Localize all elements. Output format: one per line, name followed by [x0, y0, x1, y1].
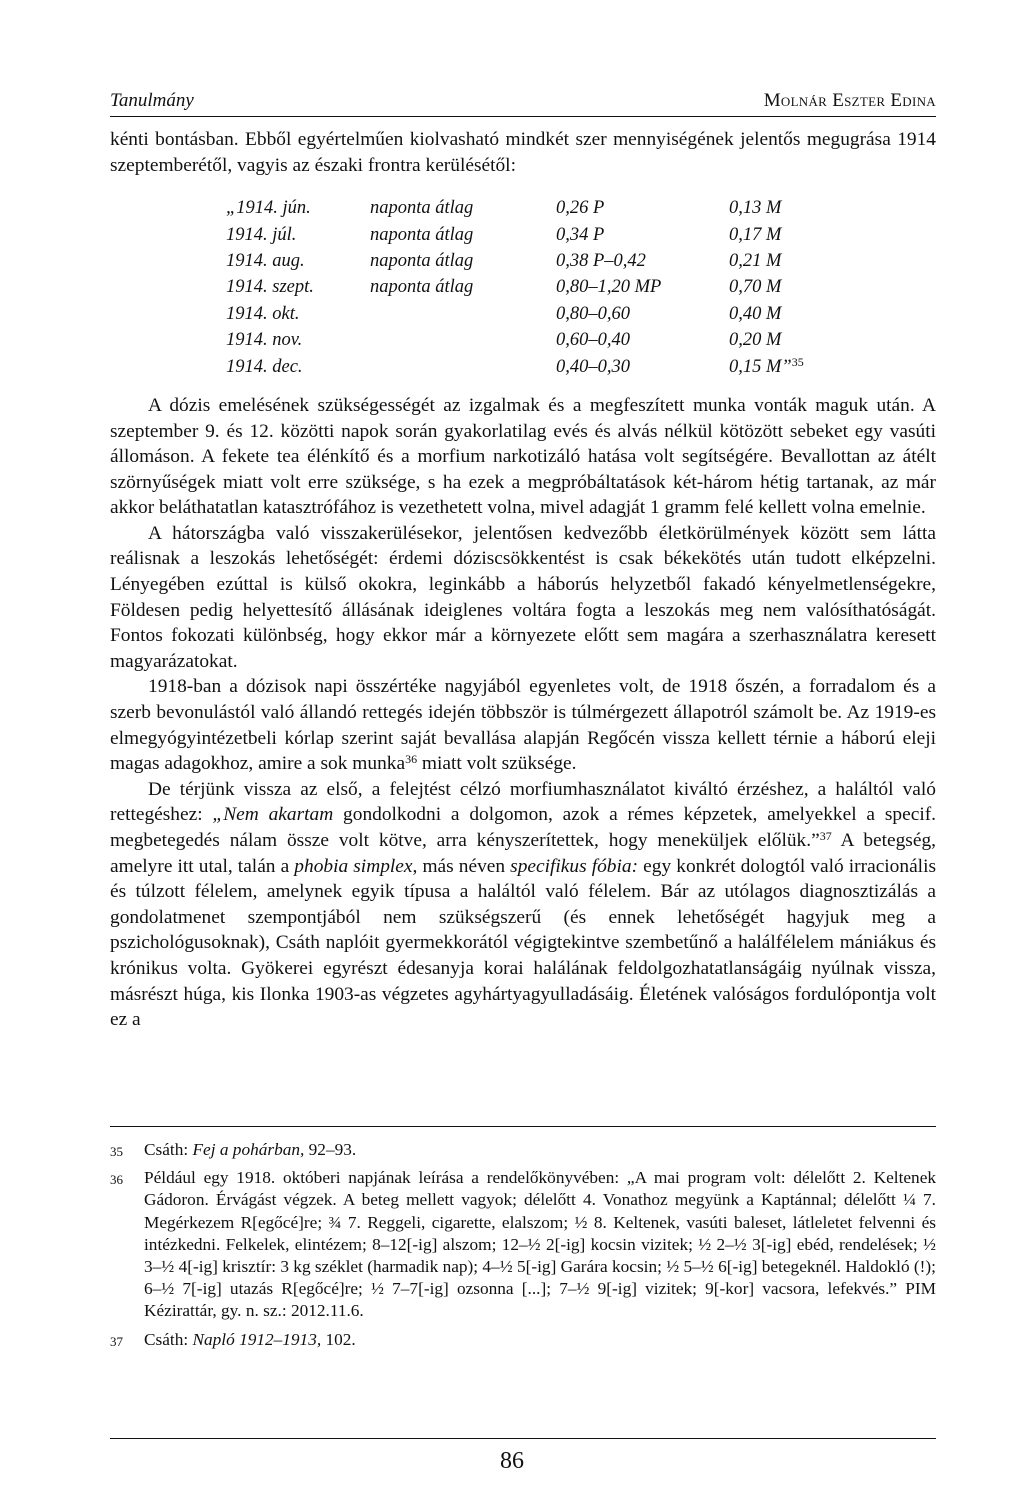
dose-table-cell-month: 1914. aug.: [226, 250, 305, 271]
text-run: 1918-ban a dózisok napi összértéke nagyjából egyenletes volt, de 1918 őszén, a forradalom és a szerb bevonulástól való állandó rettegés idején többször is túlmérgezett állapotról számolt be. Az 1919-es elmegyógyintézetbeli kórlap szerint saját bevallása alapján Regőcén vissza kellett térnie a háború eleji magas adagokhoz, amire a sok munka: [110, 676, 936, 775]
dose-table-cell-p: 0,38 P–0,42: [556, 250, 646, 271]
dose-table-cell-m: 0,40 M: [729, 303, 782, 324]
footnote-text: Például egy 1918. októberi napjának leírása a rendelőkönyvében: „A mai program volt: délelőtt 2. Keltenek Gádoron. Érvágást végzek. A beteg mellett vagyok; délelőtt 4. Vonathoz megyünk a Kaptánnal; délelőtt ¼ 7. Megérkezem R[egőcé]re; ¾ 7. Reggeli, cigarette, elalszom; ½ 8. Keltenek, vasúti baleset, látleletet felvenni és intézkedni. Felkelek, elintézem; 8–12[-ig] alszom; 12–½ 2[-ig] kocsin vizitek; ½ 2–½ 3[-ig] ebéd, rendelések; ½ 3–½ 4[-ig] krisztír: 3 kg széklet (harmadik nap); 4–½ 5[-ig] Garára kocsin; ½ 5–½ 6[-ig] betegeknél. Haldokló (!); 6–½ 7[-ig] utazás R[egőcé]re; ½ 7–7[-ig] ozsonna [...]; 7–½ 9[-ig] vizitek; 9[-kor] vacsora, lefekvés.” PIM Kézirattár, gy. n. sz.: 2012.11.6.: [144, 1168, 936, 1321]
text-run: gondolkodni a dolgomon, azok a rémes képzetek, amelyekkel a specif. megbetegedés nálam össze volt kötve, arra kényszerítettek, hogy meneküljek előlük.”: [110, 804, 937, 852]
footnote-title: Napló 1912–1913,: [192, 1329, 322, 1349]
text-run: egy konkrét dologtól való irracionális és túlzott félelem, amelynek egyik típusa a haláltól való félelem. Bár az utólagos diagnosztizálás a gondolatmenet szempontjából nem szükségszerű (és ennek lehetőségét hagyjuk meg a pszichológusoknak), Csáth naplóit gyermekkorától végigtekintve szembetűnő a halálfélelem mániákus és krónikus volta. Gyökerei egyrészt édesanyja korai halálának feldolgozhatatlanságáig nyúlnak vissza, másrészt húga, kis Ilonka 1903-as végzetes agyhártyagyulladásáig. Életének valóságos fordulópontja volt ez a: [110, 855, 937, 1031]
footnote-title: Fej a pohárban,: [192, 1140, 305, 1159]
term-italic: phobia simplex: [294, 855, 413, 877]
footnote-pages: 102.: [321, 1329, 356, 1349]
page: [110, 84, 936, 1033]
dose-table-cell-m: 0,15 M”: [729, 356, 792, 377]
dose-table-cell-p: 0,80–0,60: [556, 303, 630, 324]
footnotes: [110, 1126, 936, 1357]
dose-table-row: [226, 355, 849, 381]
dose-table-cell-p: 0,26 P: [556, 198, 605, 219]
running-head: [110, 84, 936, 117]
dose-table-cell-m: 0,20 M: [729, 330, 782, 351]
footnote-author: Csáth:: [144, 1140, 193, 1159]
dose-table-cell-month: 1914. szept.: [226, 277, 314, 298]
dose-table-cell-note: naponta átlag: [370, 250, 474, 271]
dose-table-row: [226, 328, 849, 354]
text-run: miatt volt szüksége.: [417, 753, 577, 775]
text-run: , más néven: [412, 855, 511, 877]
term-italic: specifikus fóbia:: [510, 855, 639, 877]
dose-table-row: [226, 249, 849, 275]
dose-table-cell-m: 0,70 M: [729, 277, 782, 298]
footnote-author: Csáth:: [144, 1329, 193, 1349]
body-paragraph: [110, 777, 936, 1033]
dose-table-cell-note: [370, 328, 556, 354]
footnote-number: 37: [110, 1333, 123, 1349]
dose-table-cell-note: [370, 355, 556, 381]
dose-table-row: [226, 196, 849, 222]
text-run: A betegség, amelyre itt utal, talán a: [110, 830, 937, 877]
footnote-ref[interactable]: 37: [819, 829, 832, 844]
dose-table-cell-month: 1914. júl.: [226, 224, 297, 245]
footnote-number: 35: [110, 1144, 123, 1159]
dose-table-cell-month: 1914. okt.: [226, 303, 300, 324]
dose-table-cell-p: 0,34 P: [556, 224, 605, 245]
dose-table-cell-month: „1914. jún.: [226, 198, 311, 219]
dose-table-cell-p: 0,40–0,30: [556, 356, 630, 377]
dose-table-cell-note: naponta átlag: [370, 224, 474, 245]
dose-table-cell-note: naponta átlag: [370, 198, 474, 219]
body-paragraph: [110, 674, 936, 776]
bottom-rule: [110, 1438, 936, 1439]
footnote-ref[interactable]: 35: [791, 354, 804, 369]
text-run: De térjünk vissza az első, a felejtést célzó morfiumhasználatot kiváltó érzéshez, a haláltól való rettegéshez:: [110, 778, 936, 826]
dose-table-cell-p: 0,60–0,40: [556, 330, 630, 351]
dose-table-cell-m: 0,13 M: [729, 198, 782, 219]
dose-table-cell-note: naponta átlag: [370, 277, 474, 298]
intro-paragraph: kénti bontásban. Ebből egyértelműen kiolvasható mindkét szer mennyiségének jelentős megugrása 1914 szeptemberétől, vagyis az északi frontra kerülésétől:: [110, 129, 936, 176]
author-name: Molnár Eszter Edina: [763, 90, 936, 111]
footnote-ref[interactable]: 36: [405, 752, 418, 767]
footnote: [110, 1167, 936, 1322]
dose-table-row: [226, 275, 849, 301]
footnote: [110, 1329, 936, 1351]
body-paragraph: A dózis emelésének szükségességét az izgalmak és a megfeszített munka vonták maguk után. A szeptember 9. és 12. közötti napok során gyakorlatilag evés és alvás nélkül kötözött sebeket egy vasúti állomáson. A fekete tea élénkítő és a morfium narkotizáló hatása volt segítségére. Bevallottan az átélt szörnyűségek miatt volt erre szüksége, s ha ezek a megpróbáltatások két-három hétig tartanak, az már akkor beláthatatlan katasztrófához is vezethetett volna, mivel adagját 1 gramm felé kellett volna emelnie.: [110, 394, 936, 519]
footnote: [110, 1139, 936, 1161]
dose-table-row: [226, 302, 849, 328]
dose-table-cell-month: 1914. nov.: [226, 330, 303, 351]
quote-italic: „Nem akartam: [212, 804, 334, 826]
footnote-number: 36: [110, 1172, 123, 1188]
dose-table: [226, 196, 849, 381]
page-number: 86: [500, 1448, 524, 1474]
journal-section-title: Tanulmány: [110, 90, 194, 111]
dose-table-cell-m: [729, 355, 849, 381]
dose-table-cell-m: 0,21 M: [729, 250, 782, 271]
body-paragraph: A hátországba való visszakerülésekor, jelentősen kedvezőbb életkörülmények között sem látta reálisnak a leszokás lehetőségét: érdemi dóziscsökkentést is csak békekötés után tudott elképzelni. Lényegében ezúttal is külső okokra, leginkább a háborús helyzetből fakadó kényelmetlenségekre, Földesen pedig helyettesítő állásának ideiglenes voltára fogta a leszokás meg nem valósíthatóságát. Fontos fokozati különbség, hogy ekkor már a környezete előtt sem magára a szerhasználatra keresett magyarázatokat.: [110, 522, 936, 672]
footnote-pages: 92–93.: [304, 1140, 357, 1159]
dose-table-row: [226, 223, 849, 249]
dose-table-cell-p: 0,80–1,20 MP: [556, 277, 662, 298]
dose-table-cell-note: [370, 302, 556, 328]
article-body: [110, 127, 936, 1033]
dose-table-cell-month: 1914. dec.: [226, 356, 303, 377]
dose-table-cell-m: 0,17 M: [729, 224, 782, 245]
